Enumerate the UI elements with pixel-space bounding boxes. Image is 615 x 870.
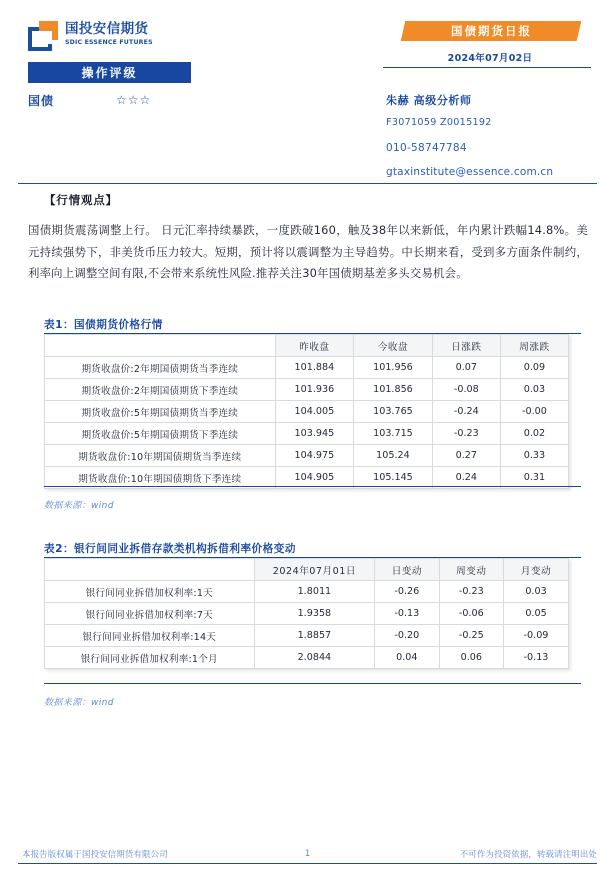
logo-mark-icon	[28, 21, 58, 51]
table2-bottom-divider	[44, 683, 581, 684]
table2-row3-label: 银行间同业拆借加权利率:1个月	[45, 647, 255, 669]
table1-row3-weekly: 0.02	[500, 423, 568, 445]
table2-col-daily-chg: 日变动	[375, 559, 439, 581]
table1-row0-weekly: 0.09	[500, 357, 568, 379]
report-title-text: 国债期货日报	[450, 24, 532, 38]
table1-row5-daily: 0.24	[432, 467, 500, 489]
table1-row5-label: 期货收盘价:10年期国债期货下季连续	[45, 467, 276, 489]
table1-row2-label: 期货收盘价:5年期国债期货当季连续	[45, 401, 276, 423]
table1-row2-prev: 104.005	[275, 401, 354, 423]
table1-col-weekly-chg: 周涨跌	[500, 335, 568, 357]
table1-row0-daily: 0.07	[432, 357, 500, 379]
table1-row1-weekly: 0.03	[500, 379, 568, 401]
table1-row4-prev: 104.975	[275, 445, 354, 467]
table1-wrapper	[44, 334, 569, 489]
table1-row1-label: 期货收盘价:2年期国债期货下季连续	[45, 379, 276, 401]
table1-col-prev-close: 昨收盘	[275, 335, 354, 357]
table2-row3-weekly: 0.06	[439, 647, 503, 669]
table2-row2-label: 银行间同业拆借加权利率:14天	[45, 625, 255, 647]
table2-source-note: 数据来源：wind	[44, 698, 114, 708]
table1-row3-daily: -0.23	[432, 423, 500, 445]
table1-row1-prev: 101.936	[275, 379, 354, 401]
table1-row2-today: 103.765	[354, 401, 433, 423]
table1-row3-prev: 103.945	[275, 423, 354, 445]
rating-instrument-label: 国债	[28, 93, 55, 108]
table2-row1-rate: 1.9358	[254, 603, 375, 625]
table1-col-today-close: 今收盘	[354, 335, 433, 357]
table2-row2-weekly: -0.25	[439, 625, 503, 647]
table-row	[45, 423, 569, 445]
table1-body	[45, 357, 569, 489]
table-row	[45, 581, 569, 603]
table1-row5-weekly: 0.31	[500, 467, 568, 489]
table2-header-row	[45, 559, 569, 581]
table1-row0-label: 期货收盘价:2年期国债期货当季连续	[45, 357, 276, 379]
analyst-name: 朱赫 高级分析师	[386, 94, 472, 107]
table-row	[45, 625, 569, 647]
table2-row1-monthly: 0.05	[504, 603, 569, 625]
table2-col-blank	[45, 559, 255, 581]
table2-row1-weekly: -0.06	[439, 603, 503, 625]
footer-copyright: 本报告版权属于国投安信期货有限公司	[22, 849, 168, 859]
table2-row3-daily: 0.04	[375, 647, 439, 669]
table-row	[45, 445, 569, 467]
table2-col-monthly-chg: 月变动	[504, 559, 569, 581]
table1-row3-today: 103.715	[354, 423, 433, 445]
table2-row0-monthly: 0.03	[504, 581, 569, 603]
table2-row0-rate: 1.8011	[254, 581, 375, 603]
logo-company-name-cn: 国投安信期货	[65, 21, 149, 37]
table2-row0-weekly: -0.23	[439, 581, 503, 603]
market-view-paragraph: 国债期货震荡调整上行。 日元汇率持续暴跌，一度跌破160，触及38年以来新低，年内累计跌幅14.8%。美元持续强势下，非美货币压力较大。短期，预计将以震调整为主导趋势。中长期来看，受到多方面条件制约，利率向上调整空间有限,不会带来系统性风险.推荐关注30年国债期基差多头交易机会。	[28, 223, 588, 280]
table2-col-date: 2024年07月01日	[254, 559, 375, 581]
table1-row5-today: 105.145	[354, 467, 433, 489]
rating-stars-icon: ☆☆☆	[116, 93, 152, 107]
report-title-banner	[401, 21, 582, 41]
table1-row0-prev: 101.884	[275, 357, 354, 379]
date-underline-divider	[383, 67, 591, 68]
table1-row5-prev: 104.905	[275, 467, 354, 489]
table2-row3-monthly: -0.13	[504, 647, 569, 669]
market-view-heading: 【行情观点】	[44, 193, 118, 207]
table2-body	[45, 581, 569, 669]
table-row	[45, 357, 569, 379]
table-row	[45, 379, 569, 401]
table2-row1-label: 银行间同业拆借加权利率:7天	[45, 603, 255, 625]
table2-row2-monthly: -0.09	[504, 625, 569, 647]
operation-rating-header: 操作评级	[28, 62, 191, 83]
table1-row4-weekly: 0.33	[500, 445, 568, 467]
footer-disclaimer: 不可作为投资依据，转载请注明出处	[459, 849, 597, 859]
table1-header-row	[45, 335, 569, 357]
table2-row1-daily: -0.13	[375, 603, 439, 625]
table2-caption: 表2：银行间同业拆借存款类机构拆借利率价格变动	[44, 543, 296, 555]
company-logo	[28, 20, 153, 51]
table1-bottom-divider	[44, 486, 581, 487]
logo-company-name-en: SDIC ESSENCE FUTURES	[65, 39, 153, 46]
footer-page-number: 1	[304, 848, 311, 858]
analyst-license-number: F3071059 Z0015192	[386, 117, 492, 128]
table-row	[45, 603, 569, 625]
table1-row0-today: 101.956	[354, 357, 433, 379]
table1-row4-label: 期货收盘价:10年期国债期货当季连续	[45, 445, 276, 467]
interbank-rate-table	[44, 558, 569, 669]
table1-row1-today: 101.856	[354, 379, 433, 401]
report-header	[0, 0, 615, 178]
table2-wrapper	[44, 558, 569, 669]
analyst-email: gtaxinstitute@essence.com.cn	[386, 166, 554, 178]
table-row	[45, 401, 569, 423]
table2-row0-daily: -0.26	[375, 581, 439, 603]
footer-divider	[18, 863, 597, 864]
table1-col-blank	[45, 335, 276, 357]
table1-row4-today: 105.24	[354, 445, 433, 467]
analyst-phone: 010-58747784	[386, 142, 467, 154]
rating-row	[28, 90, 278, 110]
table1-row2-daily: -0.24	[432, 401, 500, 423]
table1-caption: 表1：国债期货价格行情	[44, 319, 163, 331]
table1-row3-label: 期货收盘价:5年期国债期货下季连续	[45, 423, 276, 445]
table-row	[45, 647, 569, 669]
table2-row0-label: 银行间同业拆借加权利率:1天	[45, 581, 255, 603]
header-divider	[18, 183, 597, 184]
table1-row2-weekly: -0.00	[500, 401, 568, 423]
table1-col-daily-chg: 日涨跌	[432, 335, 500, 357]
table2-row3-rate: 2.0844	[254, 647, 375, 669]
table1-row4-daily: 0.27	[432, 445, 500, 467]
table1-row1-daily: -0.08	[432, 379, 500, 401]
table1-source-note: 数据来源：wind	[44, 501, 114, 511]
table2-row2-daily: -0.20	[375, 625, 439, 647]
table2-row2-rate: 1.8857	[254, 625, 375, 647]
futures-price-table	[44, 334, 569, 489]
table2-col-weekly-chg: 周变动	[439, 559, 503, 581]
report-date: 2024年07月02日	[447, 52, 533, 64]
